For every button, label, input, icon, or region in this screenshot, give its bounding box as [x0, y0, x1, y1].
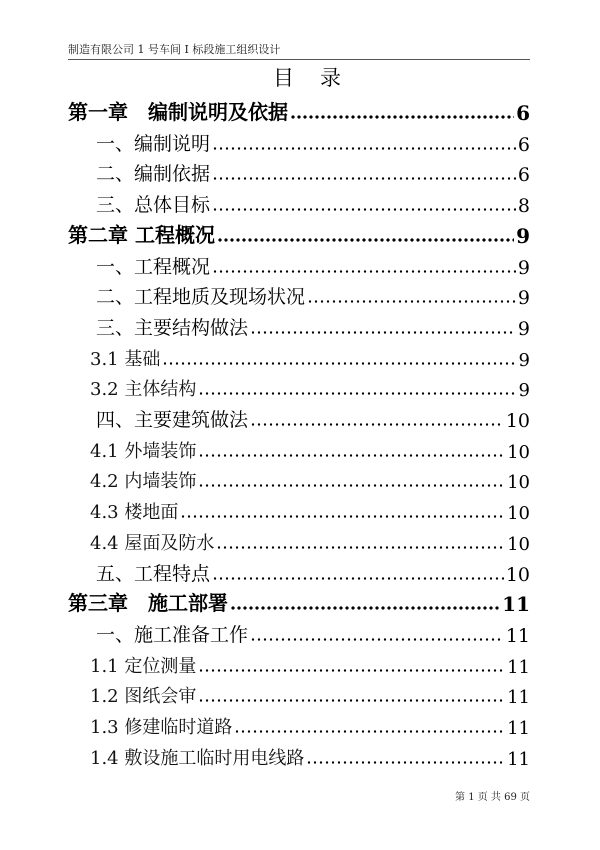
toc-entry[interactable]: [68, 341, 530, 371]
toc-entry[interactable]: [68, 371, 530, 401]
toc-entry-page: 9: [517, 256, 530, 279]
toc-title: 目录: [273, 66, 367, 90]
toc-entry-label: 第三章 施工部署: [68, 591, 228, 616]
dot-leader: [198, 385, 516, 395]
toc-entry-label: 3.2 主体结构: [90, 379, 197, 401]
dot-leader: [212, 263, 516, 273]
toc-entry-label: 4.4 屋面及防水: [90, 532, 215, 554]
toc-entry[interactable]: [68, 556, 530, 586]
dot-leader: [250, 416, 504, 426]
toc-entry-label: 4.3 楼地面: [90, 502, 179, 524]
page-footer: 第 1 页 共 69 页: [455, 792, 530, 803]
toc-entry-label: 1.4 敷设施工临时用电线路: [90, 747, 305, 769]
toc-entry[interactable]: [68, 187, 530, 217]
toc-entry-page: 6: [516, 101, 530, 125]
dot-leader: [198, 662, 505, 672]
toc-entry[interactable]: [68, 402, 530, 432]
toc-entry[interactable]: [68, 310, 530, 340]
toc-entry-label: 二、工程地质及现场状况: [96, 286, 306, 309]
dot-leader: [216, 539, 505, 549]
dot-leader: [217, 232, 514, 242]
dot-leader: [198, 447, 505, 457]
toc-entry[interactable]: [68, 463, 530, 493]
toc-entry-label: 第二章 工程概况: [68, 222, 215, 247]
toc-entry-label: 五、工程特点: [96, 562, 211, 585]
dot-leader: [180, 508, 505, 518]
toc-entry-label: 第一章 编制说明及依据: [68, 100, 288, 124]
toc-entry[interactable]: [68, 586, 530, 616]
dot-leader: [162, 355, 516, 365]
toc-entry-label: 四、主要建筑做法: [96, 409, 249, 431]
toc-entry[interactable]: [68, 678, 530, 708]
dot-leader: [306, 754, 505, 764]
dot-leader: [250, 631, 504, 641]
toc-entry-page: 8: [517, 195, 530, 218]
dot-leader: [250, 324, 516, 334]
toc-entry-page: 11: [505, 624, 530, 647]
toc-entry-page: 10: [505, 410, 530, 432]
toc-entry[interactable]: [68, 648, 530, 678]
toc-entry[interactable]: [68, 218, 530, 248]
toc-entry-label: 3.1 基础: [90, 348, 161, 370]
toc-entry-label: 1.2 图纸会审: [90, 686, 197, 708]
toc-entry-page: 9: [518, 380, 530, 402]
dot-leader: [290, 109, 514, 119]
dot-leader: [212, 140, 516, 150]
toc-entry[interactable]: [68, 617, 530, 647]
toc-entry-page: 9: [517, 317, 530, 340]
running-header: 制造有限公司 1 号车间 I 标段施工组织设计: [68, 43, 281, 56]
toc-entry[interactable]: [68, 95, 530, 125]
dot-leader: [212, 170, 516, 180]
toc-entry-page: 11: [507, 687, 530, 709]
toc-entry-page: 9: [516, 223, 530, 248]
toc-entry-label: 一、工程概况: [96, 255, 211, 278]
toc-entry-page: 10: [507, 472, 530, 494]
toc-entry-label: 1.1 定位测量: [90, 655, 197, 677]
toc-entry[interactable]: [68, 494, 530, 524]
toc-entry-label: 一、编制说明: [96, 132, 211, 155]
toc-entry[interactable]: [68, 740, 530, 770]
toc-entry[interactable]: [68, 525, 530, 555]
toc-entry-page: 11: [507, 718, 530, 739]
toc-entry-label: 4.1 外墙装饰: [90, 440, 197, 462]
dot-leader: [212, 570, 504, 580]
toc-entry[interactable]: [68, 709, 530, 739]
toc-entry[interactable]: [68, 126, 530, 156]
dot-leader: [230, 600, 500, 610]
dot-leader: [198, 477, 505, 487]
toc-entry-page: 10: [507, 503, 530, 525]
dot-leader: [234, 723, 505, 733]
dot-leader: [198, 692, 505, 702]
toc-entry-label: 1.3 修建临时道路: [90, 717, 233, 738]
toc-entry[interactable]: [68, 249, 530, 279]
toc-entry-page: 11: [502, 592, 530, 617]
toc-entry-label: 4.2 内墙装饰: [90, 471, 197, 493]
toc-entry-label: 二、编制依据: [96, 163, 211, 186]
toc-entry[interactable]: [68, 433, 530, 463]
dot-leader: [212, 201, 516, 211]
toc-entry-page: 9: [517, 287, 530, 310]
toc-entry[interactable]: [68, 279, 530, 309]
header-rule: [68, 59, 530, 60]
toc-entry-page: 11: [507, 656, 530, 678]
toc-entry-page: 9: [518, 349, 530, 371]
toc-entry-label: 一、施工准备工作: [96, 623, 249, 646]
toc-entry-label: 三、主要结构做法: [96, 316, 249, 339]
toc-entry-page: 10: [505, 563, 530, 586]
dot-leader: [307, 293, 516, 303]
toc-entry-page: 6: [517, 164, 530, 187]
toc-entry-page: 6: [517, 133, 530, 156]
toc-entry-label: 三、总体目标: [96, 194, 211, 217]
toc-entry-page: 10: [507, 533, 530, 555]
toc-entry-page: 10: [507, 441, 530, 463]
toc-entry-page: 11: [507, 748, 530, 770]
toc-entry[interactable]: [68, 156, 530, 186]
